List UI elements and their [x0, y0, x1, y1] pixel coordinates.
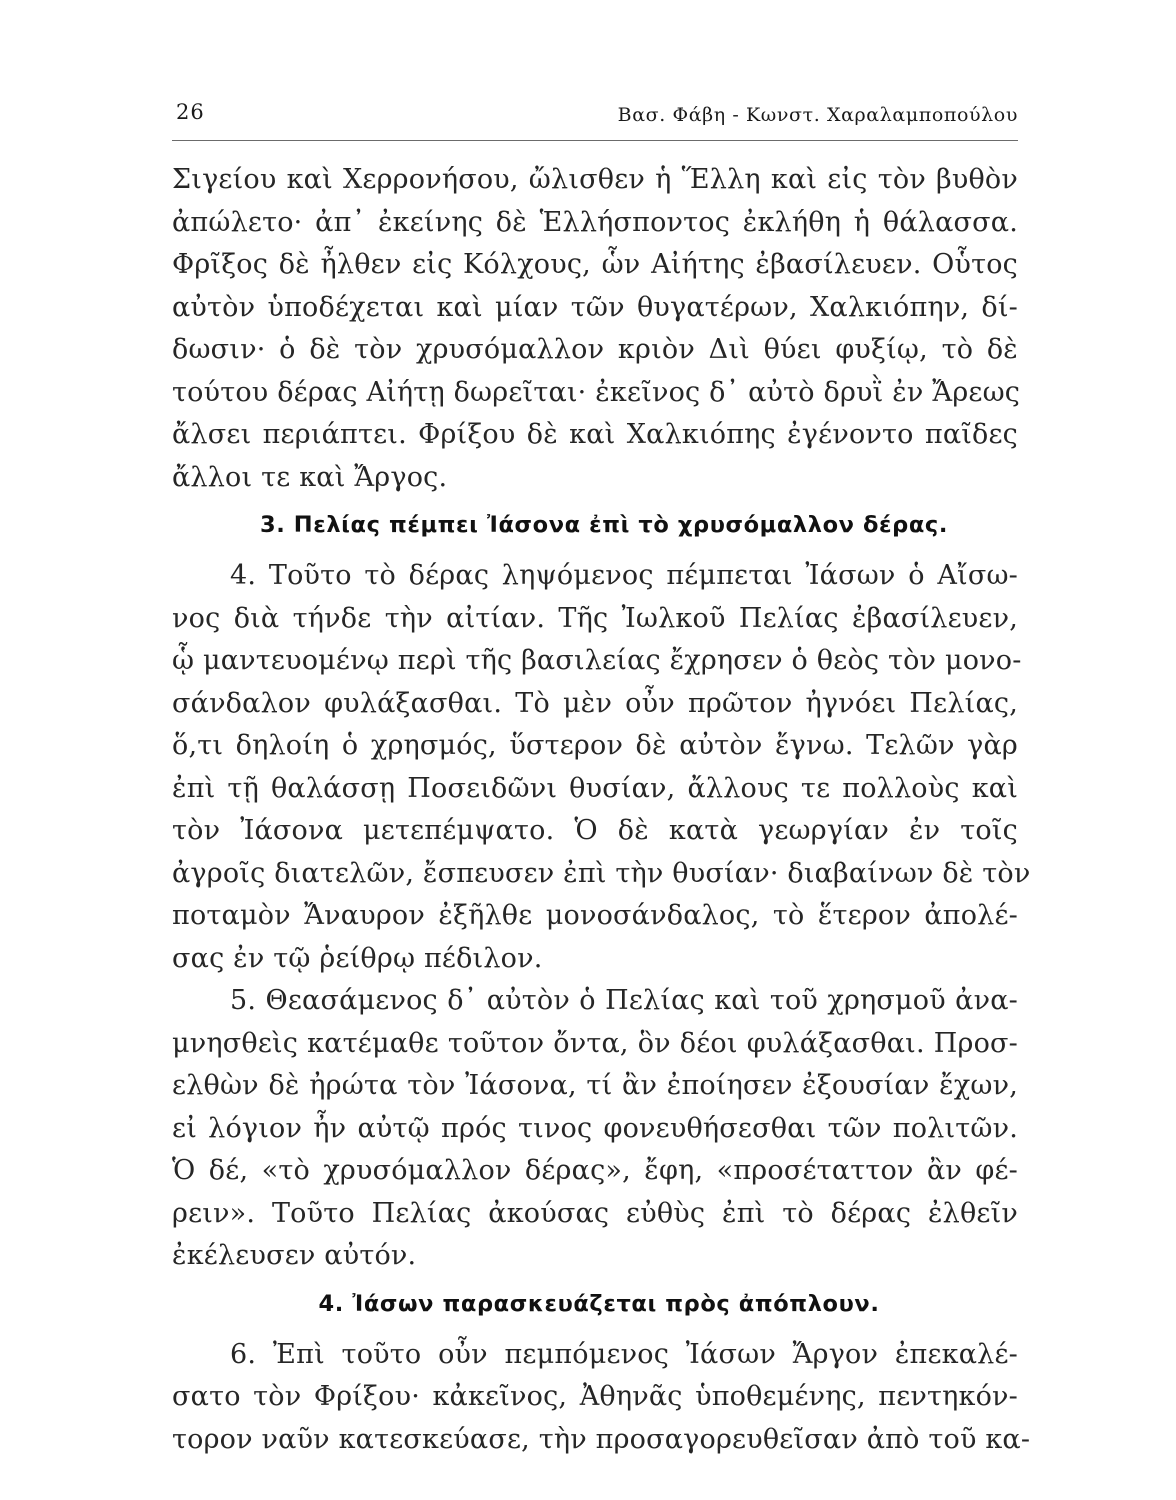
text-line: σατο τὸν Φρίξου· κἀκεῖνος, Ἀθηνᾶς ὑποθεμένης, πεντηκόν- — [172, 1381, 1018, 1412]
text-line: εἰ λόγιον ἦν αὐτῷ πρός τινος φονευθήσεσθαι τῶν πολιτῶν. — [172, 1112, 1018, 1144]
running-header — [172, 96, 1018, 141]
text-line: ἐκέλευσεν αὐτόν. — [172, 1240, 417, 1271]
text-line: ᾧ μαντευομένῳ περὶ τῆς βασιλείας ἔχρησεν ὁ θεὸς τὸν μονο- — [172, 645, 1022, 676]
book-page — [172, 96, 1031, 1461]
text-span: Τοῦτο τὸ δέρας ληψόμενος πέμπεται Ἰάσων ὁ Αἴσω- — [268, 560, 1018, 591]
text-line: δωσιν· ὁ δὲ τὸν χρυσόμαλλον κριὸν Διὶ θύει φυξίῳ, τὸ δὲ — [172, 334, 1018, 365]
text-line: τὸν Ἰάσονα μετεπέμψατο. Ὁ δὲ κατὰ γεωργίαν ἐν τοῖς — [172, 815, 1018, 846]
text-line: νος διὰ τήνδε τὴν αἰτίαν. Τῆς Ἰωλκοῦ Πελίας ἐβασίλευεν, — [172, 602, 1018, 634]
text-span: Θεασάμενος δ᾽ αὐτὸν ὁ Πελίας καὶ τοῦ χρησμοῦ ἀνα- — [265, 985, 1018, 1016]
paragraph-continuation — [172, 159, 1021, 499]
paragraph-first-line — [172, 1334, 1018, 1377]
text-line: ρειν». Τοῦτο Πελίας ἀκούσας εὐθὺς ἐπὶ τὸ δέρας ἐλθεῖν — [172, 1197, 1018, 1229]
paragraph-5 — [172, 980, 1018, 1278]
text-line: ἀγροῖς διατελῶν, ἔσπευσεν ἐπὶ τὴν θυσίαν· διαβαίνων δὲ τὸν — [172, 857, 1031, 889]
paragraph-first-line — [172, 980, 1018, 1023]
text-line: ὅ,τι δηλοίη ὁ χρησμός, ὕστερον δὲ αὐτὸν ἔγνω. Τελῶν γὰρ — [172, 730, 1018, 761]
text-line: τούτου δέρας Αἰήτῃ δωρεῖται· ἐκεῖνος δ᾽ αὐτὸ δρυῒ ἐν Ἄρεως — [172, 376, 1021, 408]
text-line: μνησθεὶς κατέμαθε τοῦτον ὄντα, ὃν δέοι φυλάξασθαι. Προσ- — [172, 1027, 1018, 1059]
paragraph-4 — [172, 555, 1031, 980]
section-heading-4: 4. Ἰάσων παρασκευάζεται πρὸς ἀπόπλουν. — [318, 1290, 880, 1317]
paragraph-number: 6. — [230, 1338, 257, 1370]
section-heading-3: 3. Πελίας πέμπει Ἰάσονα ἐπὶ τὸ χρυσόμαλλον δέρας. — [259, 512, 949, 538]
text-line: ἐπὶ τῇ θαλάσσῃ Ποσειδῶνι θυσίαν, ἄλλους τε πολλοὺς καὶ — [172, 772, 1018, 804]
text-line: Σιγείου καὶ Χερρονήσου, ὤλισθεν ἡ Ἕλλη καὶ εἰς τὸν βυθὸν — [172, 164, 1018, 195]
paragraph-6 — [172, 1334, 1031, 1462]
text-line: Φρῖξος δὲ ἦλθεν εἰς Κόλχους, ὧν Αἰήτης ἐβασίλευεν. Οὗτος — [172, 249, 1018, 280]
text-line: ελθὼν δὲ ἠρώτα τὸν Ἰάσονα, τί ἂν ἐποίησεν ἐξουσίαν ἔχων, — [172, 1070, 1018, 1101]
running-title: Βασ. Φάβη - Κωνστ. Χαραλαμποπούλου — [617, 104, 1018, 126]
text-line: Ὁ δέ, «τὸ χρυσόμαλλον δέρας», ἔφη, «προσέταττον ἂν φέ- — [172, 1155, 1018, 1186]
text-line: ἀπώλετο· ἀπ᾽ ἐκείνης δὲ Ἑλλήσποντος ἐκλήθη ἡ θάλασσα. — [172, 206, 1018, 238]
paragraph-number: 5. — [230, 985, 257, 1016]
text-span: Ἐπὶ τοῦτο οὖν πεμπόμενος Ἰάσων Ἄργον ἐπεκαλέ- — [272, 1338, 1018, 1370]
paragraph-number: 4. — [230, 560, 257, 591]
text-line: σας ἐν τῷ ῥείθρῳ πέδιλον. — [172, 942, 543, 974]
page-number: 26 — [176, 100, 205, 124]
body-text — [172, 159, 1031, 1461]
text-line: αὐτὸν ὑποδέχεται καὶ μίαν τῶν θυγατέρων, Χαλκιόπην, δί- — [172, 291, 1018, 323]
text-line: ἄλλοι τε καὶ Ἄργος. — [172, 461, 448, 493]
text-line: σάνδαλον φυλάξασθαι. Τὸ μὲν οὖν πρῶτον ἠγνόει Πελίας, — [172, 687, 1018, 719]
paragraph-first-line — [172, 555, 1018, 598]
text-line: ποταμὸν Ἄναυρον ἐξῆλθε μονοσάνδαλος, τὸ ἕτερον ἀπολέ- — [172, 900, 1018, 931]
text-line: ἄλσει περιάπτει. Φρίξου δὲ καὶ Χαλκιόπης ἐγένοντο παῖδες — [172, 419, 1018, 450]
text-line: τορον ναῦν κατεσκεύασε, τὴν προσαγορευθεῖσαν ἀπὸ τοῦ κα- — [172, 1423, 1031, 1455]
